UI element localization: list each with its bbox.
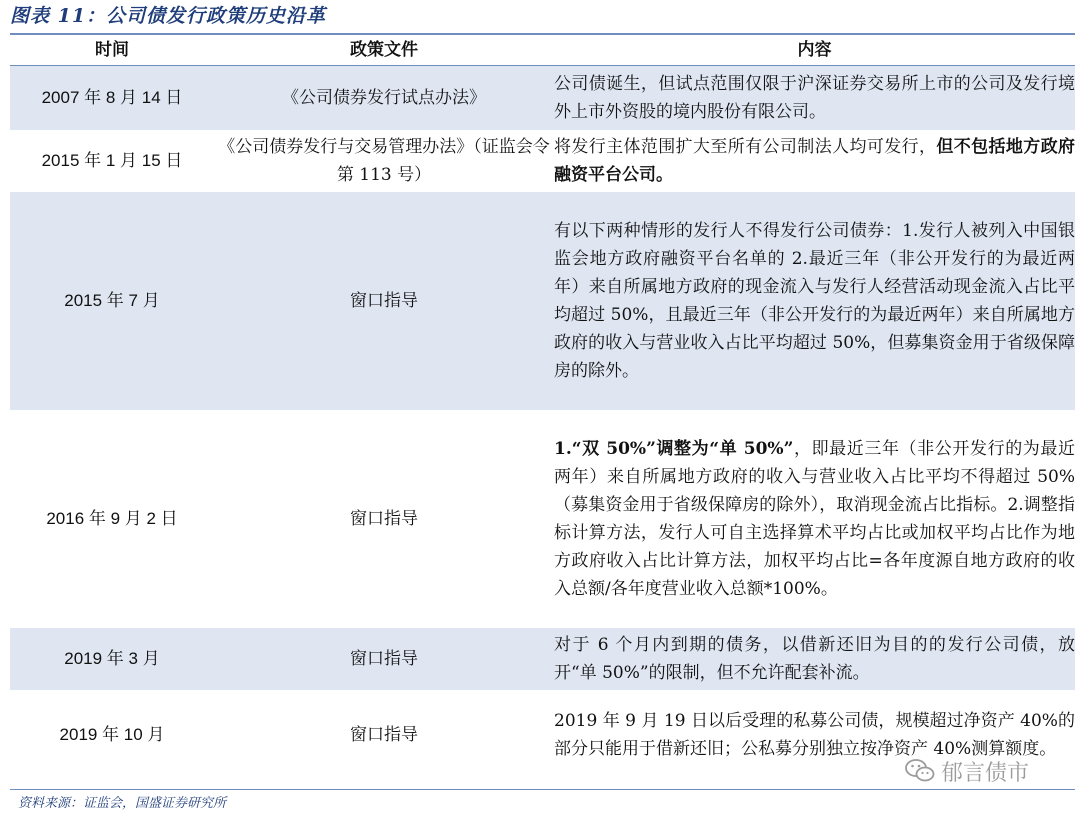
- policy-history-table: [10, 35, 1075, 780]
- row-time: 2015 年 1 月 15 日: [41, 150, 183, 170]
- bottom-rule: [10, 789, 1075, 790]
- table-header-row: [10, 35, 1075, 66]
- header-time: 时间: [95, 40, 129, 60]
- row-document: 窗口指导: [214, 628, 554, 690]
- row-time: 2015 年 7 月: [10, 192, 214, 410]
- watermark: [905, 755, 1029, 787]
- content-bold: 但不包括地方政府融资平台公司。: [554, 136, 1075, 185]
- row-time: 2007 年 8 月 14 日: [10, 66, 214, 130]
- row-content: 有以下两种情形的发行人不得发行公司债券：1.发行人被列入中国银监会地方政府融资平台名单的 2.最近三年（非公开发行的为最近两年）来自所属地方政府的现金流入与发行人经营活动现金流入占比平均超过 50%，且最近三年（非公开发行的为最近两年）来自所属地方政府的收入与营业收入占比平均超过 50%，但募集资金用于省级保障房的除外。: [554, 192, 1075, 410]
- row-content: 2019 年 9 月 19 日以后受理的私募公司债，规模超过净资产 40%的部分只能用于借新还旧；公私募分别独立按净资产 40%测算额度。: [554, 710, 1075, 759]
- wechat-icon: [905, 758, 935, 784]
- row-time: 2019 年 10 月: [59, 724, 165, 744]
- row-time: 2016 年 9 月 2 日: [46, 508, 178, 528]
- table-row: [10, 628, 1075, 690]
- watermark-text: 郁言债市: [941, 760, 1030, 786]
- row-content: [554, 410, 1075, 628]
- row-document: 《公司债券发行试点办法》: [214, 66, 554, 130]
- row-time: 2019 年 3 月: [10, 628, 214, 690]
- row-document: 《公司债券发行与交易管理办法》（证监会令第 113 号）: [218, 136, 550, 185]
- table-row: [10, 66, 1075, 130]
- figure-title: 图表 11：公司债发行政策历史沿革: [10, 5, 327, 27]
- row-content: 对于 6 个月内到期的债务，以借新还旧为目的的发行公司债，放开“单 50%”的限制，但不允许配套补流。: [554, 628, 1075, 690]
- source-note: 资料来源：证监会，国盛证券研究所: [18, 796, 227, 811]
- row-document: 窗口指导: [350, 508, 418, 529]
- table-row: [10, 192, 1075, 410]
- row-document: 窗口指导: [350, 724, 418, 745]
- content-normal: 将发行主体范围扩大至所有公司制法人均可发行，: [554, 136, 937, 157]
- table-row: [10, 410, 1075, 628]
- content-bold: 1.“双 50%”调整为“单 50%”: [554, 438, 794, 459]
- content-normal: ，即最近三年（非公开发行的为最近两年）来自所属地方政府的收入与营业收入占比平均不得超过 50%（募集资金用于省级保障房的除外），取消现金流占比指标。2.调整指标计算方法，发行人可自主选择算术平均占比或加权平均占比作为地方政府收入占比计算方法，加权平均占比=各年度源自地方政府的收入总额/各年度营业收入总额*100%。: [554, 438, 1076, 599]
- header-document: 政策文件: [350, 40, 418, 60]
- row-content: 公司债诞生，但试点范围仅限于沪深证券交易所上市的公司及发行境外上市外资股的境内股份有限公司。: [554, 66, 1075, 130]
- row-content: [554, 130, 1075, 192]
- header-content: 内容: [797, 40, 832, 60]
- row-document: 窗口指导: [214, 192, 554, 410]
- table-row: [10, 130, 1075, 192]
